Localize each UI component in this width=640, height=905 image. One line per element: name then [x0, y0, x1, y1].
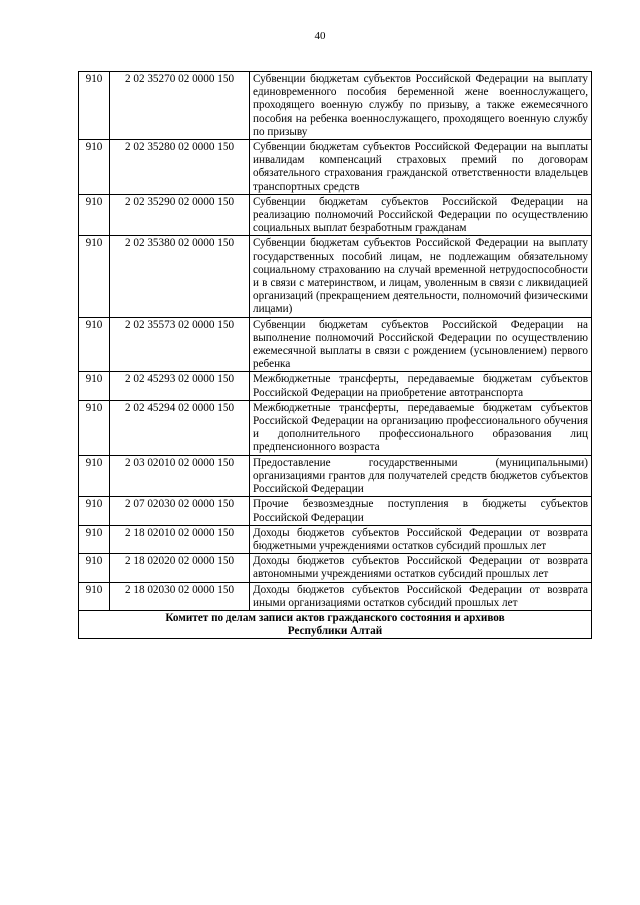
admin-code-cell: 910: [79, 525, 110, 553]
table-row: [79, 525, 592, 553]
revenue-classification-table: [78, 71, 592, 639]
table-row: [79, 554, 592, 582]
revenue-name-cell: Предоставление государственными (муниципальными) организациями грантов для получателей средств бюджетов субъектов Российской Федерации: [250, 455, 592, 497]
table-row: [79, 317, 592, 372]
revenue-code-cell: 2 02 35380 02 0000 150: [110, 236, 250, 317]
admin-code-cell: 910: [79, 554, 110, 582]
admin-code-cell: 910: [79, 140, 110, 195]
revenue-name-cell: Доходы бюджетов субъектов Российской Федерации от возврата автономными учреждениями остатков субсидий прошлых лет: [250, 554, 592, 582]
revenue-name-cell: Субвенции бюджетам субъектов Российской Федерации на выполнение полномочий Российской Федерации по осуществлению ежемесячной выплаты в связи с рождением (усыновлением) первого ребенка: [250, 317, 592, 372]
section-title-line-1: Комитет по делам записи актов гражданского состояния и архивов: [165, 611, 505, 624]
revenue-name-cell: Доходы бюджетов субъектов Российской Федерации от возврата иными организациями остатков субсидий прошлых лет: [250, 582, 592, 610]
revenue-name-cell: Субвенции бюджетам субъектов Российской Федерации на выплаты инвалидам компенсаций страховых премий по договорам обязательного страхования гражданской ответственности владельцев транспортных средств: [250, 140, 592, 195]
admin-code-cell: 910: [79, 317, 110, 372]
table-row: [79, 497, 592, 525]
revenue-code-cell: 2 18 02020 02 0000 150: [110, 554, 250, 582]
table-row: [79, 582, 592, 610]
revenue-code-cell: 2 03 02010 02 0000 150: [110, 455, 250, 497]
admin-code-cell: 910: [79, 497, 110, 525]
revenue-code-cell: 2 02 45294 02 0000 150: [110, 400, 250, 455]
revenue-code-cell: 2 02 35280 02 0000 150: [110, 140, 250, 195]
revenue-name-cell: Межбюджетные трансферты, передаваемые бюджетам субъектов Российской Федерации на приобретение автотранспорта: [250, 372, 592, 400]
revenue-name-cell: Субвенции бюджетам субъектов Российской Федерации на выплату государственных пособий лицам, не подлежащим обязательному социальному страхованию на случай временной нетрудоспособности и в связи с материнством, и лицам, уволенным в связи с ликвидацией организаций (прекращением деятельности, полномочий физическими лицами): [250, 236, 592, 317]
table-row: [79, 236, 592, 317]
table-row: [79, 455, 592, 497]
admin-code-cell: 910: [79, 455, 110, 497]
revenue-code-cell: 2 02 35270 02 0000 150: [110, 72, 250, 140]
revenue-code-cell: 2 07 02030 02 0000 150: [110, 497, 250, 525]
revenue-name-cell: Доходы бюджетов субъектов Российской Федерации от возврата бюджетными учреждениями остатков субсидий прошлых лет: [250, 525, 592, 553]
page-number: 40: [314, 30, 326, 42]
table-row: [79, 400, 592, 455]
admin-code-cell: 910: [79, 72, 110, 140]
revenue-code-cell: 2 02 45293 02 0000 150: [110, 372, 250, 400]
revenue-name-cell: Субвенции бюджетам субъектов Российской Федерации на реализацию полномочий Российской Федерации по осуществлению социальных выплат безработным гражданам: [250, 194, 592, 236]
table-row: [79, 140, 592, 195]
section-title: [79, 610, 592, 638]
table-row: [79, 72, 592, 140]
admin-code-cell: 910: [79, 582, 110, 610]
section-header-row: [79, 610, 592, 638]
revenue-name-cell: Субвенции бюджетам субъектов Российской Федерации на выплату единовременного пособия беременной жене военнослужащего, проходящего военную службу по призыву, а также ежемесячного пособия на ребенка военнослужащего, проходящего военную службу по призыву: [250, 72, 592, 140]
revenue-code-cell: 2 02 35573 02 0000 150: [110, 317, 250, 372]
table-row: [79, 194, 592, 236]
admin-code-cell: 910: [79, 400, 110, 455]
section-title-line-2: Республики Алтай: [287, 625, 383, 638]
admin-code-cell: 910: [79, 194, 110, 236]
admin-code-cell: 910: [79, 372, 110, 400]
revenue-name-cell: Межбюджетные трансферты, передаваемые бюджетам субъектов Российской Федерации на организацию профессионального обучения и дополнительного профессионального образования лиц предпенсионного возраста: [250, 400, 592, 455]
revenue-code-cell: 2 02 35290 02 0000 150: [110, 194, 250, 236]
revenue-code-cell: 2 18 02030 02 0000 150: [110, 582, 250, 610]
admin-code-cell: 910: [79, 236, 110, 317]
revenue-name-cell: Прочие безвозмездные поступления в бюджеты субъектов Российской Федерации: [250, 497, 592, 525]
revenue-code-cell: 2 18 02010 02 0000 150: [110, 525, 250, 553]
table-row: [79, 372, 592, 400]
